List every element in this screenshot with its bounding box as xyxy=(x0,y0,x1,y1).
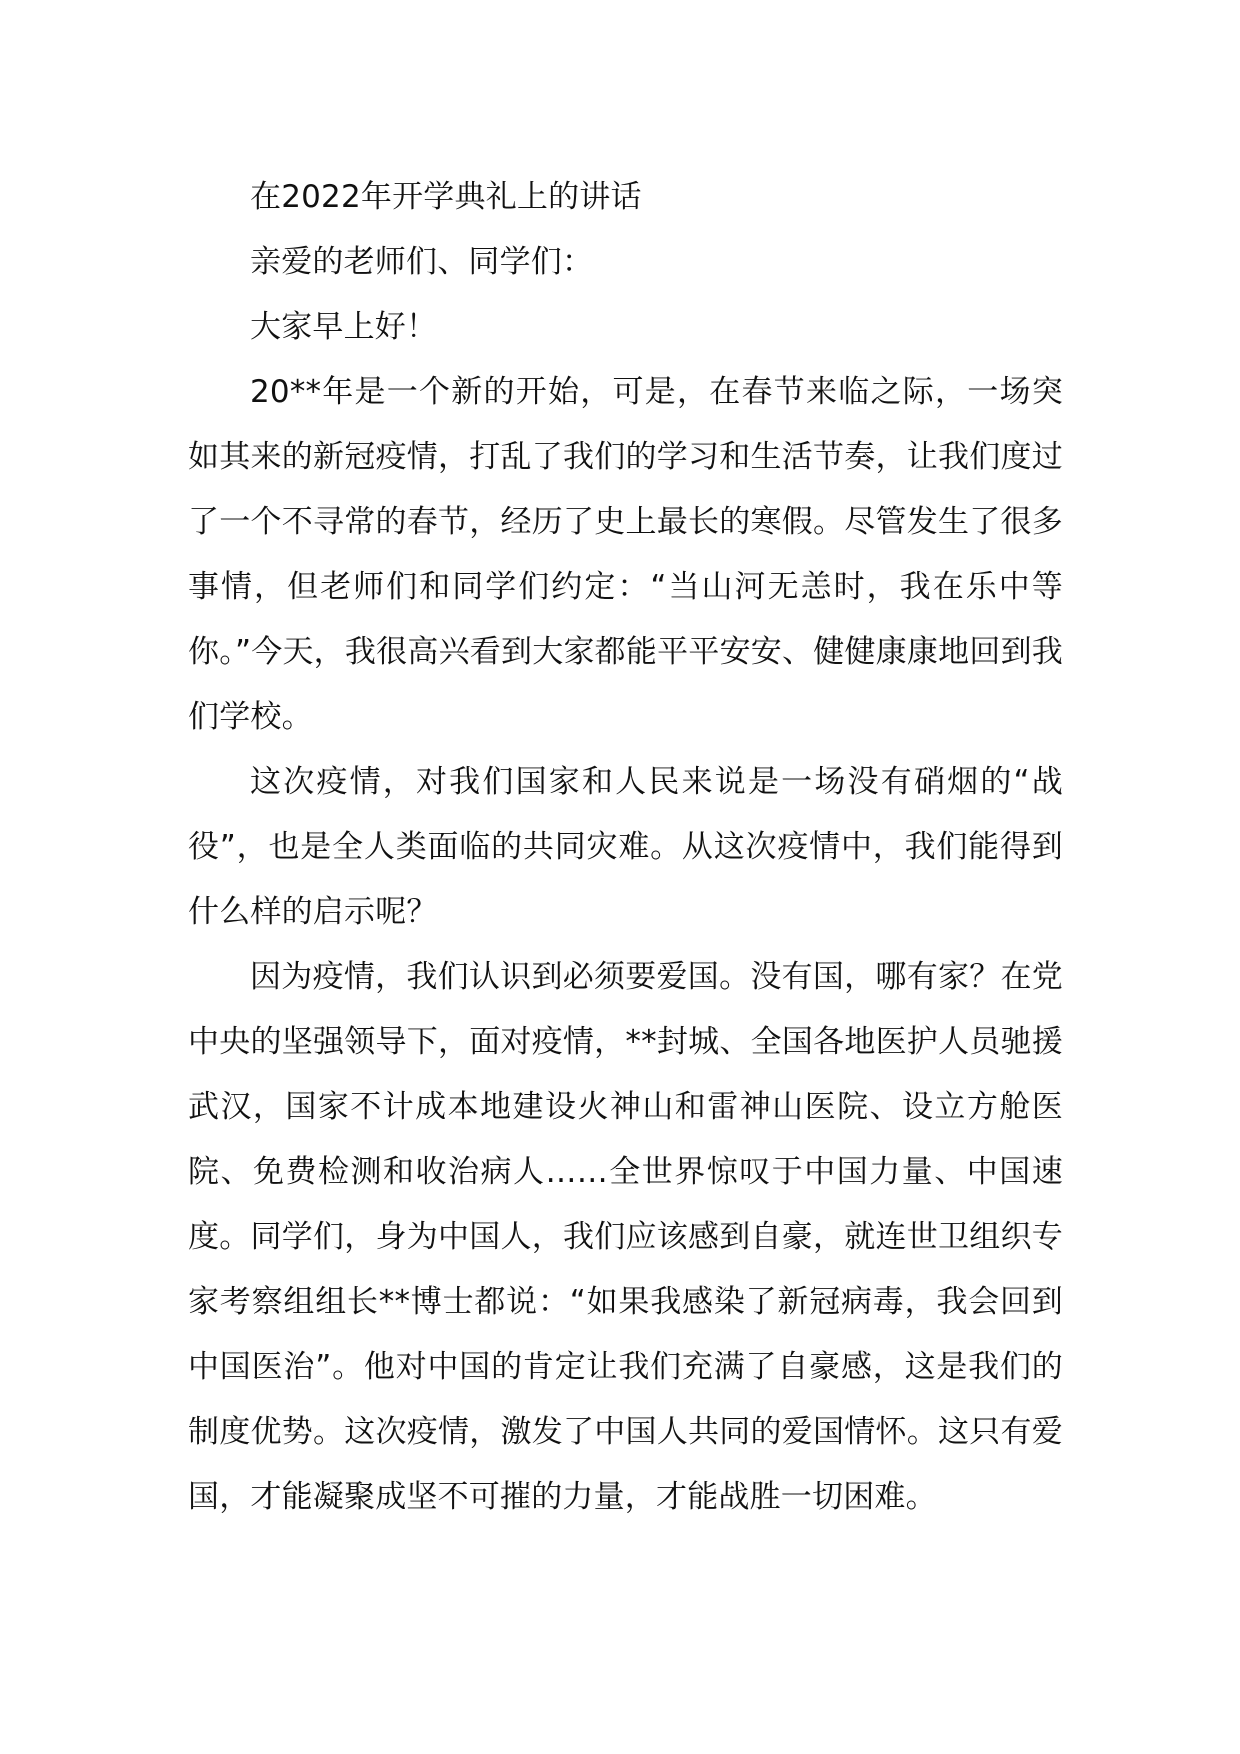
greeting: 大家早上好！ xyxy=(250,309,438,345)
document-body xyxy=(188,165,1063,1530)
salutation: 亲爱的老师们、同学们： xyxy=(250,244,594,280)
paragraph-1: 20**年是一个新的开始，可是，在春节来临之际，一场突如其来的新冠疫情，打乱了我们的学习和生活节奏，让我们度过了一个不寻常的春节，经历了史上最长的寒假。尽管发生了很多事情，但老师们和同学们约定：“当山河无恙时，我在乐中等你。”今天，我很高兴看到大家都能平平安安、健健康康地回到我们学校。 xyxy=(188,374,1063,735)
paragraph-3: 因为疫情，我们认识到必须要爱国。没有国，哪有家？在党中央的坚强领导下，面对疫情，**封城、全国各地医护人员驰援武汉，国家不计成本地建设火神山和雷神山医院、设立方舱医院、免费检测和收治病人……全世界惊叹于中国力量、中国速度。同学们，身为中国人，我们应该感到自豪，就连世卫组织专家考察组组长**博士都说：“如果我感染了新冠病毒，我会回到中国医治”。他对中国的肯定让我们充满了自豪感，这是我们的制度优势。这次疫情，激发了中国人共同的爱国情怀。这只有爱国，才能凝聚成坚不可摧的力量，才能战胜一切困难。 xyxy=(188,959,1063,1515)
speech-title: 在2022年开学典礼上的讲话 xyxy=(250,179,642,215)
paragraph-2: 这次疫情，对我们国家和人民来说是一场没有硝烟的“战役”，也是全人类面临的共同灾难。从这次疫情中，我们能得到什么样的启示呢？ xyxy=(188,764,1063,930)
